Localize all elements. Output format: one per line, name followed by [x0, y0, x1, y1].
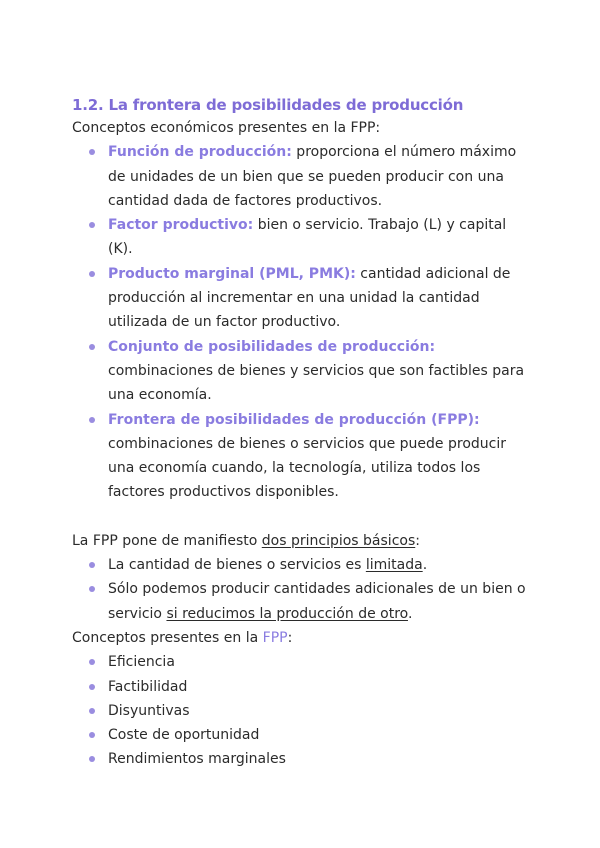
bullet-icon	[89, 586, 95, 592]
concept2-item	[72, 675, 532, 699]
concept-term: Frontera de posibilidades de producción (FPP):	[108, 411, 480, 428]
bullet-icon	[89, 271, 95, 277]
principles-lead-end: :	[415, 532, 420, 549]
concepts2-lead: Conceptos presentes en la	[72, 629, 263, 646]
bullet-icon	[89, 562, 95, 568]
bullet-icon	[89, 708, 95, 714]
concept-item	[72, 213, 532, 262]
concept2-label: Eficiencia	[108, 654, 175, 671]
concept2-item	[72, 650, 532, 674]
concept-term: Factor productivo:	[108, 217, 254, 234]
principle-underlined: limitada	[365, 557, 423, 574]
concept-desc: bien o servicio. Trabajo (L) y capital (K).	[108, 217, 507, 258]
principles-lead-underlined: dos principios básicos	[261, 532, 416, 549]
concept-term: Producto marginal (PML, PMK):	[108, 265, 356, 282]
concept-desc: combinaciones de bienes o servicios que puede producir una economía cuando, la tecnología, utiliza todos los factores productivos disponibles.	[108, 435, 506, 501]
concept2-label: Rendimientos marginales	[108, 751, 286, 768]
principle-item	[72, 577, 532, 626]
concept-term: Función de producción:	[108, 144, 292, 161]
concepts2-lead-end: :	[287, 629, 293, 646]
document-body	[72, 94, 532, 772]
paragraph-spacer	[72, 505, 532, 529]
bullet-icon	[89, 659, 95, 665]
concepts-list	[72, 140, 532, 504]
principle-text: Sólo podemos producir cantidades adicionales de un bien o servicio	[108, 581, 526, 622]
concepts2-list	[72, 650, 532, 771]
concept2-label: Disyuntivas	[108, 702, 190, 719]
bullet-icon	[89, 417, 95, 423]
principles-list	[72, 553, 532, 626]
concept-desc: cantidad adicional de producción al incrementar en una unidad la cantidad utilizada de un factor productivo.	[108, 265, 511, 331]
concept2-label: Factibilidad	[108, 678, 188, 695]
bullet-icon	[89, 344, 95, 350]
concept2-label: Coste de oportunidad	[108, 727, 260, 744]
principle-underlined: si reducimos la producción de otro	[166, 605, 408, 622]
concept-desc: combinaciones de bienes y servicios que son factibles para una economía.	[108, 362, 525, 404]
concept2-item	[72, 723, 532, 747]
bullet-icon	[89, 684, 95, 690]
principle-end: .	[407, 605, 413, 622]
principle-item	[72, 553, 532, 577]
bullet-icon	[89, 149, 95, 155]
bullet-icon	[89, 756, 95, 762]
concept-item	[72, 408, 532, 505]
principles-lead: La FPP pone de manifiesto	[72, 532, 262, 549]
concept-term: Conjunto de posibilidades de producción:	[108, 338, 436, 355]
section-heading: 1.2. La frontera de posibilidades de producción	[72, 96, 464, 114]
concept2-item	[72, 747, 532, 771]
concepts2-intro	[72, 626, 532, 650]
principles-intro	[72, 529, 532, 553]
principle-end: .	[422, 557, 428, 574]
bullet-icon	[89, 732, 95, 738]
concept2-item	[72, 699, 532, 723]
principle-text: La cantidad de bienes o servicios es	[108, 557, 366, 574]
concept-item	[72, 335, 532, 408]
concept-item	[72, 262, 532, 335]
intro-text: Conceptos económicos presentes en la FPP:	[72, 120, 381, 136]
concept-item	[72, 140, 532, 213]
bullet-icon	[89, 222, 95, 228]
fpp-highlight: FPP	[262, 629, 288, 646]
concept-desc: proporciona el número máximo de unidades de un bien que se pueden producir con una cantidad dada de factores productivos.	[108, 144, 517, 209]
